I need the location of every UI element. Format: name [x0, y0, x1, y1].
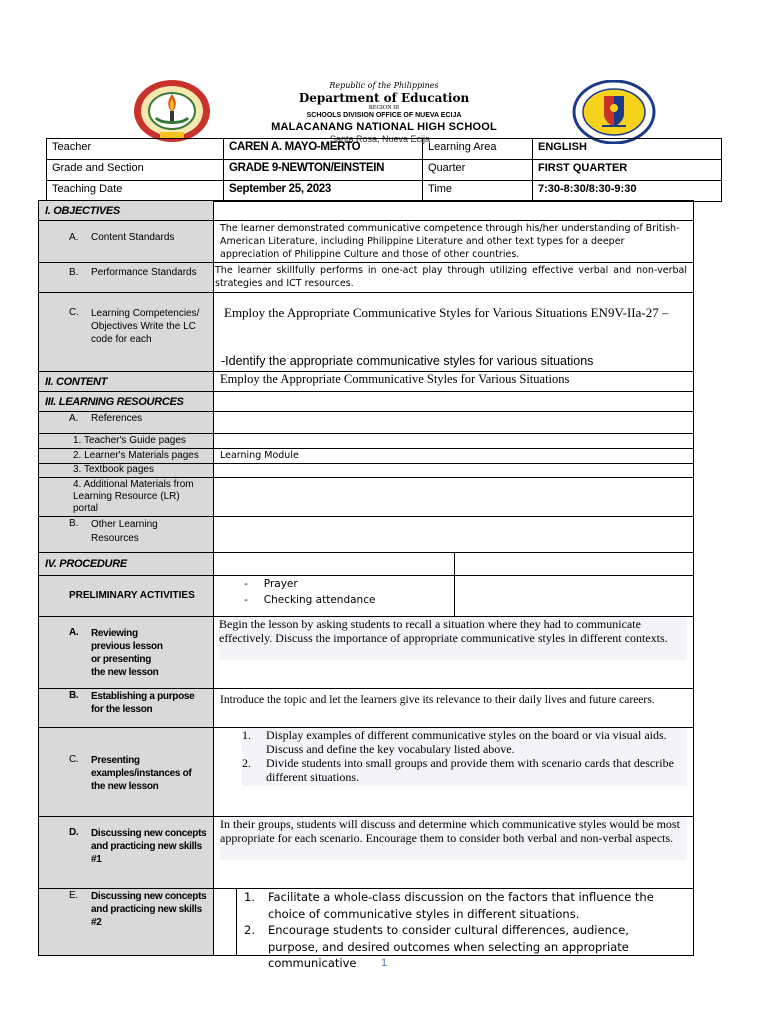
- performance-standards-text: The learner skillfully performs in one-act play through utilizing effective verbal and non-verbal strategies and ICT resources.: [215, 265, 687, 289]
- procedure-heading-row: [39, 553, 693, 576]
- teacher-label: Teacher: [47, 139, 224, 160]
- learners-materials-label: 2. Learner's Materials pages: [73, 450, 199, 461]
- teaching-date-label: Teaching Date: [47, 181, 224, 202]
- preliminary-activities-row: [39, 576, 693, 617]
- discussing-concepts-1-label: Discussing new concepts and practicing new skills #1: [91, 828, 207, 865]
- establishing-purpose-letter: B.: [69, 690, 79, 701]
- presenting-examples-label: Presenting examples/instances of the new lesson: [91, 755, 192, 792]
- page-number: 1: [380, 957, 388, 969]
- other-resources-label: Other Learning Resources: [91, 519, 158, 544]
- additional-materials-row: [39, 478, 693, 517]
- learning-competencies-letter: C.: [69, 307, 79, 318]
- info-row-teacher: [47, 139, 722, 160]
- content-heading-row: [39, 372, 693, 392]
- time-value: 7:30-8:30/8:30-9:30: [533, 181, 722, 202]
- learning-objective-text: -Identify the appropriate communicative styles for various situations: [221, 354, 594, 368]
- establishing-purpose-label: Establishing a purpose for the lesson: [91, 691, 195, 715]
- additional-materials-label: 4. Additional Materials from Learning Resource (LR) portal: [73, 479, 194, 514]
- discussing-concepts-2-letter: E.: [69, 890, 78, 901]
- references-letter: A.: [69, 413, 79, 424]
- procedure-heading: IV. PROCEDURE: [39, 553, 214, 575]
- reviewing-lesson-text: Begin the lesson by asking students to recall a situation where they had to communicate effectively. Discuss the importance of appropriate communicative styles in different contexts.: [219, 617, 687, 660]
- lesson-plan-grid: [38, 200, 694, 970]
- discussing-concepts-1-text: In their groups, students will discuss and determine which communicative styles would be most appropriate for each scenario. Encourage them to consider both verbal and non-verbal aspects.: [220, 817, 687, 860]
- reviewing-lesson-row: [39, 617, 693, 689]
- info-row-grade: [47, 160, 722, 181]
- teaching-date-value: September 25, 2023: [224, 181, 423, 202]
- preliminary-activities-label: PRELIMINARY ACTIVITIES: [69, 590, 195, 601]
- school-name: MALACANANG NATIONAL HIGH SCHOOL: [271, 121, 497, 133]
- grade-value: GRADE 9-NEWTON/EINSTEIN: [224, 160, 423, 181]
- references-row: [39, 412, 693, 434]
- republic-heading: Republic of the Philippines: [329, 81, 439, 90]
- school-location: Santa Rosa, Nueva Ecija: [330, 134, 431, 144]
- lesson-info-table: [46, 138, 722, 202]
- discussing-concepts-1-row: [39, 817, 693, 889]
- grade-label: Grade and Section: [47, 160, 224, 181]
- objectives-heading: I. OBJECTIVES: [39, 201, 214, 220]
- department-heading: Department of Education: [298, 91, 470, 105]
- quarter-label: Quarter: [423, 160, 533, 181]
- region-heading: REGION III: [368, 105, 400, 111]
- content-standards-row: [39, 221, 693, 263]
- reviewing-lesson-label: Reviewing previous lesson or presenting the new lesson: [91, 628, 163, 678]
- list-item: 2. Divide students into small groups and provide them with scenario cards that describe different situations.: [242, 756, 674, 784]
- other-resources-row: [39, 517, 693, 553]
- discussing-concepts-2-row: [39, 889, 693, 970]
- learning-competency-code: Employ the Appropriate Communicative Styles for Various Situations EN9V-IIa-27 –: [224, 305, 669, 320]
- teacher-value: CAREN A. MAYO-MERTO: [224, 139, 423, 160]
- list-item: 2. Encourage students to consider cultural differences, audience, purpose, and desired outcomes when selecting an appropriate communicative: [244, 923, 629, 970]
- learning-area-value: ENGLISH: [533, 139, 722, 160]
- performance-standards-letter: B.: [69, 267, 79, 278]
- objectives-heading-row: [39, 201, 693, 221]
- establishing-purpose-text: Introduce the topic and let the learners give its relevance to their daily lives and future careers.: [220, 694, 655, 706]
- presenting-examples-list: [242, 728, 687, 786]
- references-label: References: [91, 413, 143, 424]
- learning-competencies-row: [39, 293, 693, 372]
- presenting-examples-row: [39, 728, 693, 817]
- content-standards-label: Content Standards: [91, 232, 175, 243]
- performance-standards-label: Performance Standards: [91, 267, 197, 278]
- discussing-concepts-2-label: Discussing new concepts and practicing new skills #2: [91, 891, 207, 928]
- reviewing-lesson-letter: A.: [69, 627, 79, 638]
- info-row-date: [47, 181, 722, 202]
- division-heading: SCHOOLS DIVISION OFFICE OF NUEVA ECIJA: [306, 112, 462, 119]
- prelim-item: - Prayer: [244, 578, 298, 590]
- textbook-row: [39, 464, 693, 478]
- prelim-item: - Checking attendance: [244, 594, 376, 606]
- teachers-guide-row: [39, 434, 693, 449]
- resources-heading-row: [39, 392, 693, 412]
- learning-area-label: Learning Area: [423, 139, 533, 160]
- resources-heading: III. LEARNING RESOURCES: [39, 392, 214, 411]
- learning-competencies-label: Learning Competencies/ Objectives Write the LC code for each: [91, 308, 200, 345]
- content-topic-text: Employ the Appropriate Communicative Styles for Various Situations: [220, 372, 570, 386]
- establishing-purpose-row: [39, 689, 693, 728]
- content-standards-text: The learner demonstrated communicative competence through his/her understanding of British-American Literature, including Philippine Literature and other text types for a deeper appreciation of Philippine Culture and those of other countries.: [220, 223, 680, 260]
- time-label: Time: [423, 181, 533, 202]
- performance-standards-row: [39, 263, 693, 293]
- discussing-concepts-1-letter: D.: [69, 827, 79, 838]
- list-item: 1. Display examples of different communicative styles on the board or via visual aids. Discuss and define the key vocabulary listed above.: [242, 728, 667, 756]
- content-heading: II. CONTENT: [39, 372, 214, 391]
- content-standards-letter: A.: [69, 232, 79, 243]
- textbook-label: 3. Textbook pages: [73, 464, 154, 475]
- quarter-value: FIRST QUARTER: [533, 160, 722, 181]
- other-resources-letter: B.: [69, 518, 79, 529]
- learners-materials-row: [39, 449, 693, 464]
- teachers-guide-label: 1. Teacher's Guide pages: [73, 435, 186, 446]
- list-item: 1. Facilitate a whole-class discussion on the factors that influence the choice of communicative styles in different situations.: [244, 890, 654, 921]
- presenting-examples-letter: C.: [69, 754, 79, 765]
- learners-materials-value: Learning Module: [220, 450, 299, 461]
